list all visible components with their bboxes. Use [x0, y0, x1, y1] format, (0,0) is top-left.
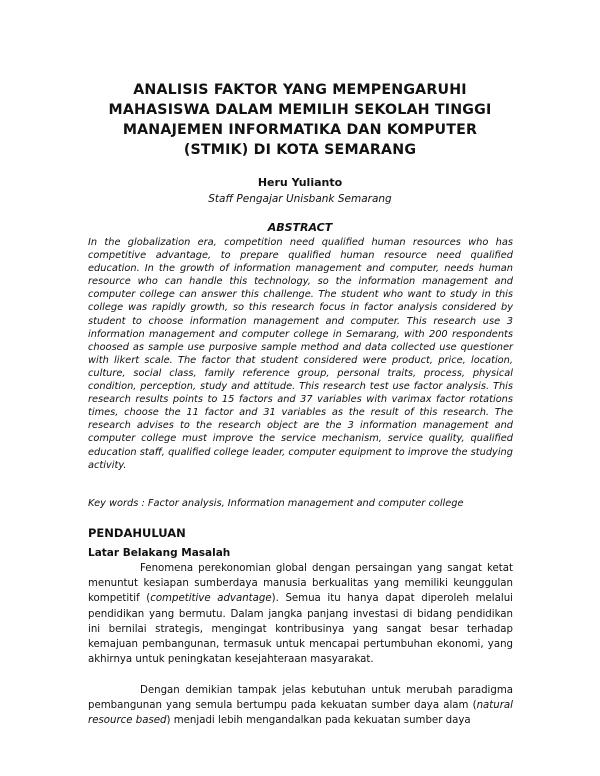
- paragraph-text: Dengan demikian tampak jelas kebutuhan untuk merubah paradigma pembangunan yang semula bertumpu pada kekuatan sumber daya alam (: [88, 685, 513, 712]
- title-line: MANAJEMEN INFORMATIKA DAN KOMPUTER: [122, 122, 478, 138]
- body-paragraph: [88, 561, 513, 667]
- paragraph-text: ) menjadi lebih mengandalkan pada kekuatan sumber daya: [166, 715, 471, 727]
- paper-title: [70, 80, 530, 160]
- title-line: MAHASISWA DALAM MEMILIH SEKOLAH TINGGI: [108, 102, 492, 118]
- subsection-heading: Latar Belakang Masalah: [88, 547, 231, 559]
- paragraph-text: Fenomena perekonomian global dengan persaingan yang sangat ketat menuntut kesiapan sumberdaya manusia berkualitas yang memiliki keunggulan kompetitif (: [88, 563, 513, 605]
- author-affiliation: Staff Pengajar Unisbank Semarang: [208, 193, 392, 205]
- body-paragraph: [88, 683, 513, 729]
- section-heading: PENDAHULUAN: [88, 526, 186, 540]
- paragraph-italic-term: competitive advantage: [150, 593, 272, 605]
- keywords: Key words : Factor analysis, Information management and computer college: [88, 498, 464, 509]
- title-line: ANALISIS FAKTOR YANG MEMPENGARUHI: [133, 82, 467, 98]
- author-name: Heru Yulianto: [257, 176, 343, 189]
- paragraph-italic-term: natural resource based: [88, 700, 513, 727]
- abstract-text: In the globalization era, competition need qualified human resources who has competitive advantage, to prepare qualified human resource need qualified education. In the growth of information management and computer, needs human resource who can handle this technology, so the information management and computer college can answer this challenge. The student who want to study in this college was rapidly growth, so this research focus in factor analysis considered by student to choose information management and computer. This research use 3 information management and computer college in Semarang, with 200 respondents choosed as sample use purposive sample method and data collected use questioner with likert scale. The factor that student considered were product, price, location, culture, social class, family reference group, personal traits, process, physical condition, perception, study and attitude. This research test use factor analysis. This research results points to 15 factors and 37 variables with varimax factor rotations times, choose the 11 factor and 31 variables as the result of this research. The research advises to the research object are the 3 information management and computer college must improve the service mechanism, service quality, qualified education staff, qualified college leader, computer equipment to improve the studying activity.: [88, 237, 513, 471]
- title-line: (STMIK) DI KOTA SEMARANG: [183, 142, 417, 158]
- abstract-heading: ABSTRACT: [267, 221, 333, 234]
- paragraph-text: ). Semua itu hanya dapat diperoleh melalui pendidikan yang bermutu. Dalam jangka panjang investasi di bidang pendidikan ini bernilai strategis, mengingat kontribusinya yang sangat besar terhadap kemajuan pembangunan, termasuk untuk mencapai pertumbuhan ekonomi, yang akhirnya untuk peningkatan kesejahteraan masyarakat.: [88, 593, 513, 666]
